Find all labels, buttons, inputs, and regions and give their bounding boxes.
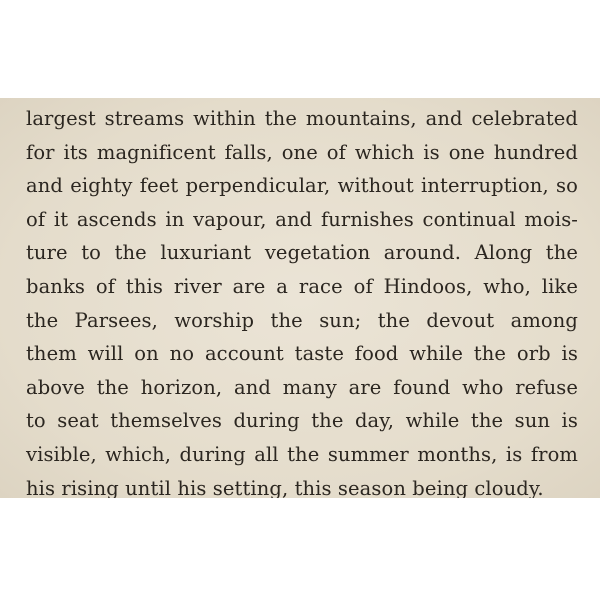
text-line-9: above the horizon, and many are found who refuse <box>26 375 578 399</box>
text-line-12: his rising until his setting, this season being cloudy. <box>26 476 544 498</box>
text-line-5: ture to the luxuriant vegetation around. Along the <box>26 241 578 265</box>
text-line-8: them will on no account taste food while the orb is <box>26 342 578 366</box>
text-block <box>0 102 600 498</box>
text-line-1: largest streams within the mountains, and celebrated <box>26 107 578 130</box>
text-line-6: banks of this river are a race of Hindoos, who, like <box>26 274 578 298</box>
text-line-2: for its magnificent falls, one of which is one hundred <box>26 140 578 164</box>
scanned-page-region <box>0 98 600 498</box>
text-line-11: visible, which, during all the summer months, is from <box>26 442 578 466</box>
text-line-4: of it ascends in vapour, and furnishes continual mois- <box>26 207 578 231</box>
text-line-7: the Parsees, worship the sun; the devout among <box>26 308 578 332</box>
text-line-3: and eighty feet perpendicular, without interruption, so <box>26 174 578 198</box>
text-line-10: to seat themselves during the day, while the sun is <box>26 409 578 433</box>
